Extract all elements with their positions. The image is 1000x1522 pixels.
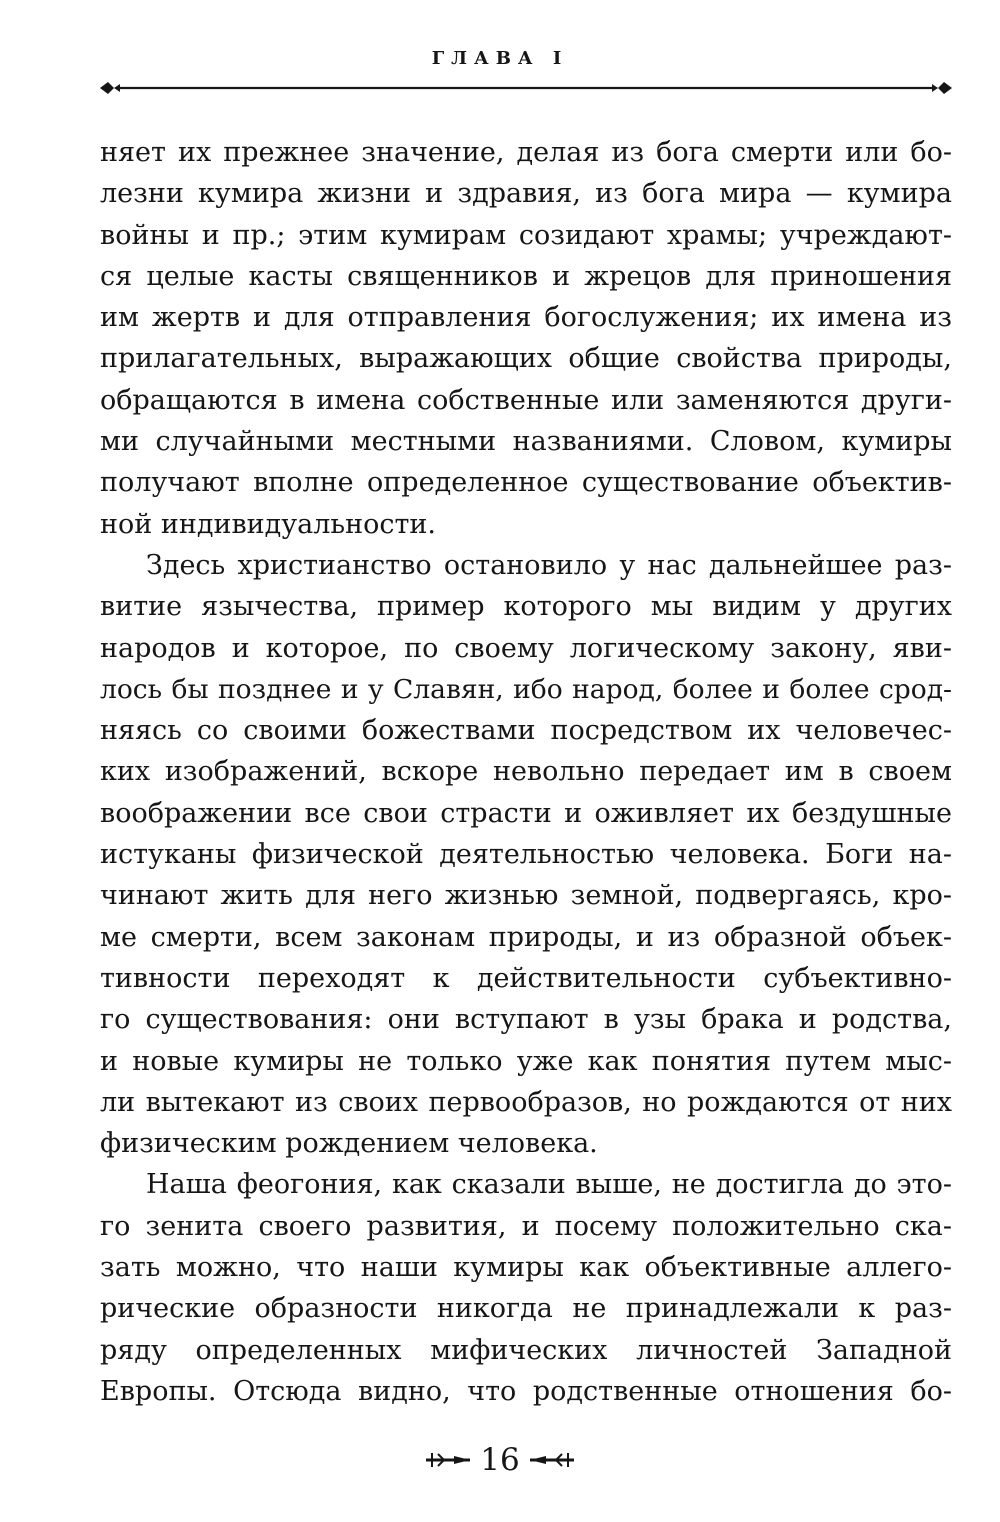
paragraph bbox=[100, 132, 952, 545]
text-line: ной индивидуальности. bbox=[100, 508, 436, 540]
text-line: го зенита своего развития, и посему положительно ска- bbox=[100, 1210, 952, 1242]
body-text bbox=[100, 132, 952, 1412]
text-line: ли вытекают из своих первообразов, но рождаются от них bbox=[100, 1086, 952, 1118]
text-line: Европы. Отсюда видно, что родственные отношения бо- bbox=[100, 1375, 952, 1407]
text-line: воображении все свои страсти и оживляет их бездушные bbox=[100, 797, 952, 829]
text-line: ми случайными местными названиями. Словом, кумиры bbox=[100, 426, 952, 458]
text-line: зать можно, что наши кумиры как объективные аллего- bbox=[100, 1252, 952, 1284]
text-line: няет их прежнее значение, делая из бога смерти или бо- bbox=[100, 137, 952, 168]
folio-ornament-left-icon bbox=[424, 1450, 472, 1470]
text-line: обращаются в имена собственные или заменяются други- bbox=[100, 384, 952, 416]
text-line: прилагательных, выражающих общие свойства природы, bbox=[100, 343, 952, 375]
text-line: ряду определенных мифических личностей Западной bbox=[100, 1334, 952, 1366]
text-line: рические образности никогда не принадлежали к раз- bbox=[100, 1293, 952, 1325]
page-number: 16 bbox=[480, 1442, 520, 1478]
paragraph bbox=[100, 545, 952, 1164]
text-line: ме смерти, всем законам природы, и из образной объек- bbox=[100, 921, 952, 953]
text-line: лось бы позднее и у Славян, ибо народ, более и более срод- bbox=[100, 673, 952, 705]
page-footer bbox=[0, 1440, 1000, 1480]
paragraph bbox=[100, 1164, 952, 1412]
text-line: физическим рождением человека. bbox=[100, 1128, 598, 1160]
text-line: тивности переходят к действительности субъективно- bbox=[100, 962, 952, 994]
text-line: истуканы физической деятельностью человека. Боги на- bbox=[100, 839, 952, 871]
text-line: ся целые касты священников и жрецов для приношения bbox=[100, 260, 952, 292]
text-line: го существования: они вступают в узы брака и родства, bbox=[100, 1004, 952, 1036]
ornamental-rule-icon bbox=[100, 76, 952, 100]
text-line: витие язычества, пример которого мы видим у других bbox=[100, 591, 952, 623]
folio-ornament-right-icon bbox=[528, 1450, 576, 1470]
chapter-running-head: ГЛАВА I bbox=[431, 48, 569, 69]
text-line: войны и пр.; этим кумирам созидают храмы; учреждают- bbox=[100, 219, 952, 251]
text-line: чинают жить для него жизнью земной, подвергаясь, кро- bbox=[100, 880, 952, 912]
text-line: им жертв и для отправления богослужения; их имена из bbox=[100, 302, 952, 334]
text-line: Здесь христианство остановило у нас дальнейшее раз- bbox=[146, 549, 952, 581]
text-line: Наша феогония, как сказали выше, не достигла до это- bbox=[146, 1169, 952, 1201]
text-line: няясь со своими божествами посредством их человечес- bbox=[100, 715, 952, 747]
text-line: народов и которое, по своему логическому закону, яви- bbox=[100, 632, 952, 664]
text-line: получают вполне определенное существование объектив- bbox=[100, 467, 952, 499]
text-line: лезни кумира жизни и здравия, из бога мира — кумира bbox=[100, 178, 952, 210]
text-line: и новые кумиры не только уже как понятия путем мыс- bbox=[100, 1045, 952, 1077]
text-line: ких изображений, вскоре невольно передает им в своем bbox=[100, 756, 952, 788]
